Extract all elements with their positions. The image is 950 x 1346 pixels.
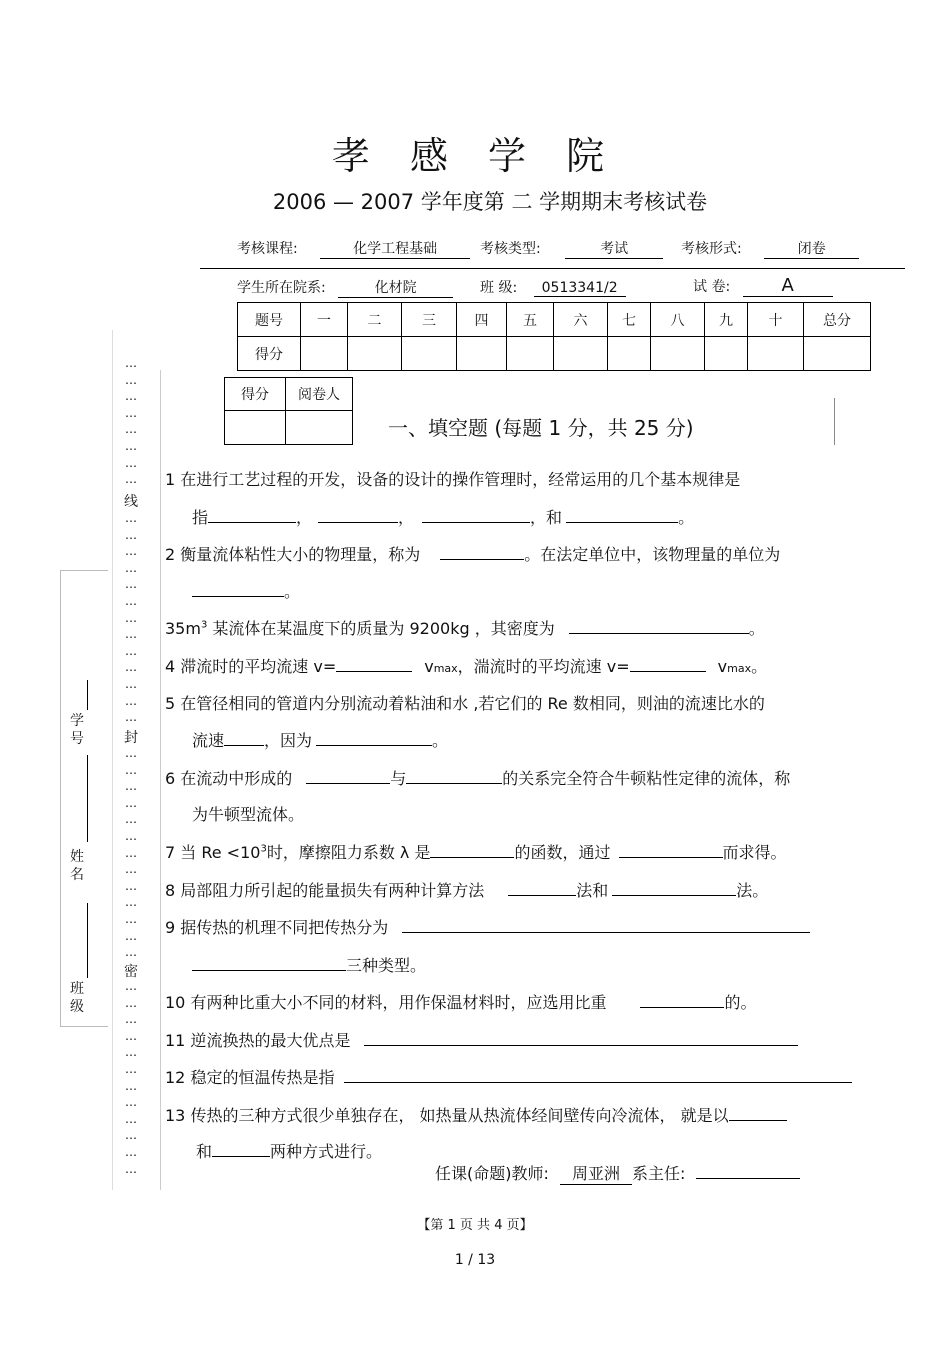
question-2-line-1: 2 衡量流体粘性大小的物理量，称为 。在法定单位中，该物理量的单位为 [165,545,781,564]
grader-name-label: 阅卷人 [286,378,353,411]
student-class-label: 班级 [70,981,84,1015]
answer-blank[interactable] [566,506,678,523]
score-input-cell[interactable] [457,337,507,371]
question-3: $35m^3$ 某流体在某温度下的质量为 9200kg ，其密度为 。 [165,619,765,638]
answer-blank[interactable] [208,506,296,523]
score-input-cell[interactable] [402,337,457,371]
score-input-cell[interactable] [705,337,748,371]
dept-value: 化材院 [338,277,453,298]
class-label: 班 级: [480,280,518,296]
answer-blank[interactable] [640,991,724,1008]
score-cell: 四 [457,303,507,337]
answer-blank[interactable] [318,506,398,523]
signature-line [435,1160,800,1185]
question-8: 8 局部阻力所引起的能量损失有两种计算方法 法和 法。 [165,881,769,900]
binding-dots-middle: … … … … … … … … … … … … … [125,511,137,725]
binding-mark-secret: 密 [124,964,138,980]
question-1-line-2: 指 ， ， ，和 。 [192,508,695,527]
score-cell: 九 [705,303,748,337]
info-dept [237,277,453,298]
answer-blank[interactable] [569,617,749,634]
answer-blank[interactable] [430,841,514,858]
question-9-line-1: 9 据传热的机理不同把传热分为 [165,915,810,938]
info-class [480,277,626,297]
grader-score-cell[interactable] [225,411,286,445]
question-1-line-1: 1 在进行工艺过程的开发，设备的设计的操作管理时，经常运用的几个基本规律是 [165,470,741,489]
header-divider [200,268,905,269]
info-row-1 [237,238,470,259]
score-input-cell[interactable] [748,337,804,371]
question-9-line-2: 三种类型。 [192,953,426,976]
answer-blank[interactable] [729,1104,787,1121]
score-input-cell[interactable] [608,337,651,371]
question-13-line-1: 13 传热的三种方式很少单独存在， 如热量从热流体经间壁传向冷流体， 就是以 [165,1103,787,1126]
answer-blank[interactable] [224,729,264,746]
question-10: 10 有两种比重大小不同的材料，用作保温材料时，应选用比重 的。 [165,993,757,1012]
answer-blank[interactable] [306,767,390,784]
pdf-pager: 1 / 13 [454,1252,496,1268]
answer-blank[interactable] [316,729,432,746]
page-indicator: 【第 1 页 共 4 页】 [417,1218,533,1233]
binding-edge-line [112,330,113,1190]
answer-blank[interactable] [612,879,736,896]
answer-blank[interactable] [630,655,706,672]
score-cell: 六 [554,303,608,337]
binding-dots-lower: … … … … … … … … … … … … … [125,746,137,960]
paper-value: A [743,275,833,297]
score-input-cell[interactable] [554,337,608,371]
score-cell: 二 [348,303,402,337]
score-table-score-row [238,337,871,371]
info-paper [693,275,833,297]
score-cell: 七 [608,303,651,337]
score-input-cell[interactable] [301,337,348,371]
binding-dots-top: … … … … … … … … [125,356,137,487]
question-5-line-2: 流速 ，因为 。 [192,731,449,750]
student-class-line [87,903,88,978]
question-13-line-2: 和 两种方式进行。 [196,1142,383,1161]
score-cell: 总分 [804,303,871,337]
teacher-label: 任课(命题)教师: [435,1164,549,1183]
dept-label: 学生所在院系: [237,280,326,296]
student-id-label: 学号 [70,713,84,747]
answer-blank[interactable] [406,767,502,784]
section-title: 一、填空题 (每题 1 分，共 25 分) [388,416,694,440]
question-4: 4 滞流时的平均流速 v= vmax，湍流时的平均流速 v= vmax。 [165,657,768,676]
type-label: 考核类型: [480,241,541,257]
score-table-header-row [238,303,871,337]
question-2-line-2: 。 [192,579,300,602]
head-label: 系主任: [631,1164,686,1183]
answer-blank[interactable] [508,879,576,896]
type-value: 考试 [565,238,663,259]
grader-score-label: 得分 [225,378,286,411]
student-info-strip [60,570,108,1027]
binding-mark-line: 线 [124,494,138,510]
score-cell: 五 [507,303,554,337]
binding-mark-seal: 封 [124,730,138,746]
teacher-name: 周亚洲 [560,1161,632,1185]
score-input-cell[interactable] [507,337,554,371]
binding-inner-line [160,370,161,1190]
answer-blank[interactable] [619,841,723,858]
answer-blank[interactable] [344,1066,852,1083]
exam-subtitle: 2006 — 2007 学年度第 二 学期期末考核试卷 [272,190,708,214]
student-name-line [87,755,88,842]
answer-blank[interactable] [212,1140,270,1157]
answer-blank[interactable] [192,954,346,971]
score-input-cell[interactable] [804,337,871,371]
score-cell: 一 [301,303,348,337]
question-11: 11 逆流换热的最大优点是 [165,1028,798,1051]
answer-blank[interactable] [192,580,284,597]
student-name-label: 姓名 [70,849,84,883]
student-id-line [87,680,88,710]
info-form [681,238,859,259]
answer-blank[interactable] [364,1029,798,1046]
score-cell: 八 [651,303,705,337]
score-row-label: 得分 [238,337,301,371]
form-value: 闭卷 [764,238,859,259]
head-signature-blank[interactable] [696,1160,800,1179]
course-label: 考核课程: [237,241,298,257]
answer-blank[interactable] [336,655,412,672]
paper-label: 试 卷: [693,279,731,295]
school-title: 孝 感 学 院 [331,134,619,178]
score-cell: 题号 [238,303,301,337]
form-label: 考核形式: [681,241,742,257]
binding-dots-bottom: … … … … … … … … … … … … [125,979,137,1176]
course-value: 化学工程基础 [320,238,470,259]
class-value: 0513341/2 [534,280,626,297]
question-7: 7 当 $Re <10^3$时，摩擦阻力系数 λ 是 的函数，通过 而求得。 [165,843,787,862]
question-12: 12 稳定的恒温传热是指 [165,1065,852,1088]
score-input-cell[interactable] [348,337,402,371]
info-type [480,238,663,259]
score-cell: 十 [748,303,804,337]
answer-blank[interactable] [402,916,810,933]
section-divider [834,398,835,445]
grader-table [224,377,353,445]
question-5-line-1: 5 在管径相同的管道内分别流动着粘油和水 ,若它们的 Re 数相同，则油的流速比水的 [165,694,765,713]
score-table [237,302,871,371]
answer-blank[interactable] [440,543,524,560]
question-6-line-2: 为牛顿型流体。 [192,805,305,824]
score-input-cell[interactable] [651,337,705,371]
answer-blank[interactable] [422,506,530,523]
score-cell: 三 [402,303,457,337]
question-6-line-1: 6 在流动中形成的 与 的关系完全符合牛顿粘性定律的流体，称 [165,769,791,788]
grader-name-cell[interactable] [286,411,353,445]
